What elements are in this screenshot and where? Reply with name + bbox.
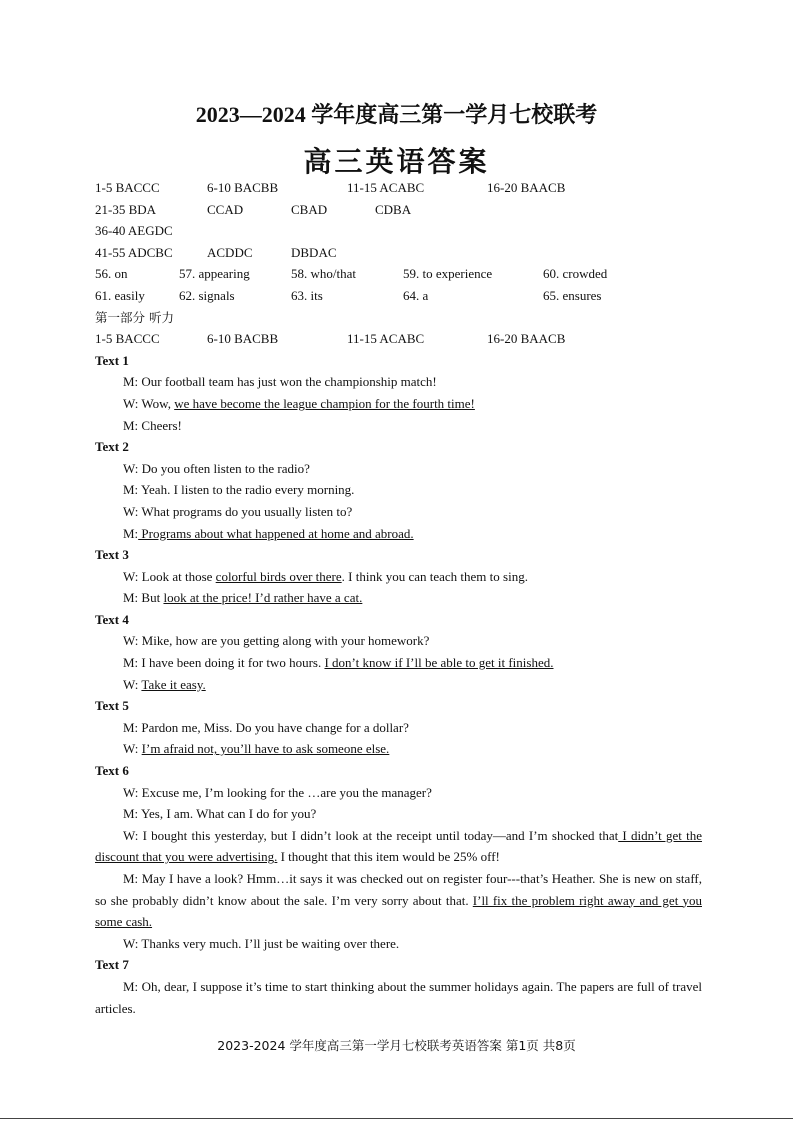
dialogue-text: W: Wow, [123,395,175,411]
dialogue-text: . I think you can teach them to sing. [341,568,528,584]
answer-cell: 41-55 ADCBC [95,244,173,260]
dialogue-text: M: Cheers! [123,417,182,433]
answer-cell: 61. easily [95,287,145,303]
document-title: 2023—2024 学年度高三第一学月七校联考 [195,102,598,127]
answer-cell: 65. ensures [543,287,602,303]
dialogue-text: W: Do you often listen to the radio? [123,460,310,476]
answer-cell: CBAD [291,201,328,217]
answer-row [95,177,702,199]
dialogue-text: W: Look at those [123,568,216,584]
dialogue-line [95,803,702,825]
underlined-answer: Take it easy. [141,676,206,692]
page-footer: 2023-2024 学年度高三第一学月七校联考英语答案 第1页 共8页 [217,1038,576,1053]
dialogue-line [95,976,702,1019]
underlined-answer: I don’t know if I’ll be able to get it finished. [324,655,554,671]
underlined-answer: colorful birds over there [215,568,342,584]
answer-cell: 64. a [403,287,429,303]
dialogue-line [95,393,702,415]
dialogue-text: M: May I have a look? Hmm…it says it was checked out on register four---that’s Heather. She is new on staff, so she probably didn’t know about the sale. I’m very sorry about that. [95,871,702,908]
answer-cell: 11-15 ACABC [347,180,425,195]
dialogue-text: M: Yes, I am. What can I do for you? [123,806,317,822]
answer-row [95,263,702,285]
dialogue-line [95,501,702,523]
dialogue-text: I thought that this item would be 25% off! [277,849,500,865]
dialogue-line [95,738,702,760]
dialogue-line [95,652,702,674]
underlined-answer: we have become the league champion for the fourth time! [174,395,475,411]
answer-cell: 16-20 BAACB [487,180,566,195]
dialogue-line [95,825,702,868]
answer-cell: 56. on [95,266,128,282]
dialogue-text: M: Yeah. I listen to the radio every morning. [123,482,355,498]
dialogue-line [95,587,702,609]
text-heading: Text 7 [95,957,129,973]
text-heading: Text 6 [95,763,129,779]
section-heading: 第一部分 听力 [95,309,174,325]
dialogue-line [95,415,702,437]
dialogue-line [95,630,702,652]
dialogue-line [95,674,702,696]
answer-cell: 60. crowded [543,266,608,282]
dialogue-line [95,868,702,933]
answer-cell: ACDDC [207,244,253,260]
dialogue-text: M: Pardon me, Miss. Do you have change for a dollar? [123,719,409,735]
text-heading: Text 1 [95,352,129,368]
dialogue-text: W: Thanks very much. I’ll just be waiting over there. [123,935,400,951]
bottom-divider [0,1118,793,1119]
dialogue-text: W: Excuse me, I’m looking for the …are you the manager? [123,784,432,800]
answer-cell: 11-15 ACABC [347,331,425,347]
text-heading: Text 4 [95,611,129,627]
answer-row [95,220,702,242]
dialogue-text: M: Our football team has just won the championship match! [123,374,437,390]
dialogue-line [95,523,702,545]
text-heading: Text 3 [95,547,129,563]
answer-cell: 1-5 BACCC [95,331,160,347]
answer-cell: 57. appearing [179,266,250,282]
dialogue-text: M: [123,525,139,541]
answer-cell: 36-40 AEGDC [95,223,173,239]
text-heading: Text 5 [95,698,129,714]
dialogue-line [95,566,702,588]
answer-row [95,199,702,221]
underlined-answer: look at the price! I’d rather have a cat. [163,590,363,606]
underlined-answer: I’ll fix the problem right away and get you some cash. [95,892,702,930]
text-heading: Text 2 [95,439,129,455]
answer-cell: DBDAC [291,244,337,260]
dialogue-text: W: [123,741,142,757]
answer-cell: 21-35 BDA [95,201,157,217]
answer-cell: 58. who/that [291,266,356,282]
dialogue-line [95,717,702,739]
answer-cell: 6-10 BACBB [207,331,279,347]
dialogue-text: W: I bought this yesterday, but I didn’t look at the receipt until today—and I’m shocked that [123,827,619,843]
dialogue-line [95,458,702,480]
answer-cell: CCAD [207,201,244,217]
dialogue-line [95,782,702,804]
dialogue-text: W: What programs do you usually listen to? [123,503,353,519]
answer-row [95,242,702,264]
underlined-answer: I didn’t get the discount that you were advertising. [95,827,702,865]
answer-row [95,285,702,307]
answer-cell: 16-20 BAACB [487,331,566,347]
dialogue-text: W: [123,676,142,692]
answer-row [95,328,702,350]
dialogue-text: M: I have been doing it for two hours. [123,655,325,671]
answer-cell: 1-5 BACCC [95,180,160,195]
dialogue-line [95,479,702,501]
underlined-answer: I’m afraid not, you’ll have to ask someone else. [141,741,390,757]
underlined-answer: Programs about what happened at home and abroad. [138,525,414,541]
answer-cell: 6-10 BACBB [207,180,279,195]
answer-cell: 59. to experience [403,266,493,282]
dialogue-line [95,371,702,393]
document-subtitle: 高三英语答案 [303,145,490,178]
dialogue-text: W: Mike, how are you getting along with your homework? [123,633,430,649]
answer-cell: 62. signals [179,287,235,303]
dialogue-line [95,933,702,955]
dialogue-text: M: Oh, dear, I suppose it’s time to start thinking about the summer holidays again. The papers are full of travel articles. [95,978,702,1016]
dialogue-text: M: But [123,590,164,606]
answer-cell: CDBA [375,201,412,217]
answer-cell: 63. its [291,287,323,303]
answer-content [95,177,702,1019]
